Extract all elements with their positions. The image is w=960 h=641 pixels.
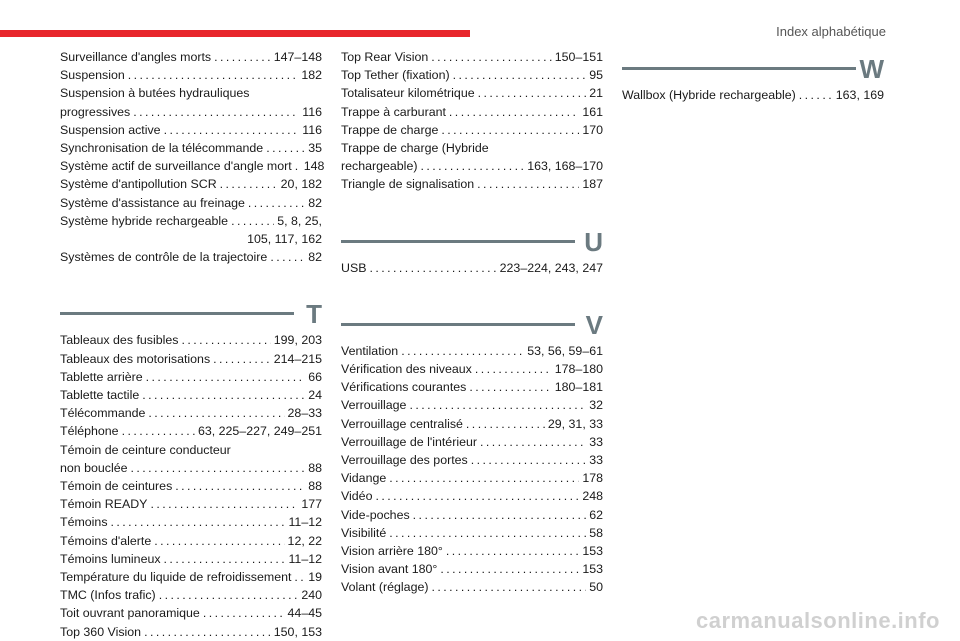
section-rule (60, 312, 294, 315)
entry-term: Verrouillage (341, 398, 407, 413)
entry-term: Vérifications courantes (341, 380, 467, 395)
index-entry (622, 86, 884, 104)
entry-line (60, 139, 322, 157)
dot-leader (431, 578, 586, 596)
entry-line (341, 378, 603, 396)
entry-line (60, 532, 322, 550)
index-entry (60, 48, 322, 66)
entry-term: non bouclée (60, 460, 128, 475)
dot-leader (401, 342, 524, 360)
entry-term: USB (341, 260, 367, 275)
entry-line (60, 568, 322, 586)
dot-leader (440, 560, 579, 578)
dot-leader (164, 121, 300, 139)
dot-leader (266, 139, 305, 157)
entry-term: Triangle de signalisation (341, 177, 475, 192)
dot-leader (150, 495, 298, 513)
entry-pages: 240 (301, 588, 322, 603)
entry-term: Tablette tactile (60, 388, 140, 403)
entry-term: Vision avant 180° (341, 562, 438, 577)
entry-pages: 178 (582, 471, 603, 486)
entry-line (341, 103, 603, 121)
watermark: carmanualsonline.info (696, 608, 940, 633)
entry-line (341, 84, 603, 102)
dot-leader (420, 157, 524, 175)
entry-term: Système hybride rechargeable (60, 213, 229, 228)
index-entry (60, 84, 322, 120)
dot-leader (475, 360, 552, 378)
index-entry (341, 175, 603, 193)
entry-line (341, 542, 603, 560)
index-entry (60, 368, 322, 386)
entry-line (60, 513, 322, 531)
entry-line (60, 331, 322, 349)
entry-term: Vision arrière 180° (341, 544, 443, 559)
entry-line (60, 175, 322, 193)
dot-leader (220, 175, 278, 193)
index-entry (341, 469, 603, 487)
dot-leader (389, 469, 579, 487)
entry-term: Vidange (341, 471, 387, 486)
index-entry (60, 404, 322, 422)
entry-term: Vérification des niveaux (341, 362, 472, 377)
entry-line (341, 175, 603, 193)
entry-term: Témoin READY (60, 497, 148, 512)
entry-term: Température du liquide de refroidissement (60, 570, 292, 585)
index-entry (60, 495, 322, 513)
dot-leader (449, 103, 579, 121)
entry-line (341, 157, 603, 175)
entry-term: Synchronisation de la télécommande (60, 141, 264, 156)
dot-leader (181, 331, 270, 349)
entry-pages: 153 (582, 562, 603, 577)
entry-term: Suspension à butées hydrauliques (60, 86, 250, 101)
index-entry (341, 560, 603, 578)
page-header-title: Index alphabétique (776, 24, 886, 39)
entry-line (60, 368, 322, 386)
entry-term: Système actif de surveillance d'angle mort (60, 159, 292, 174)
dot-leader (294, 568, 305, 586)
section-letter: U (584, 226, 603, 257)
dot-leader (154, 532, 284, 550)
index-entry (60, 386, 322, 404)
entry-pages: 50 (589, 580, 603, 595)
entry-line (60, 66, 322, 84)
entry-pages: 180–181 (554, 380, 603, 395)
entry-pages: 58 (589, 525, 603, 540)
dot-leader (441, 121, 579, 139)
index-entry (60, 121, 322, 139)
index-entry (60, 568, 322, 586)
entry-list (60, 48, 325, 266)
dot-leader (478, 84, 587, 102)
entry-pages: 62 (589, 507, 603, 522)
index-entry (341, 378, 603, 396)
entry-term: Volant (réglage) (341, 580, 429, 595)
entry-line (341, 524, 603, 542)
entry-term: Tableaux des motorisations (60, 351, 211, 366)
index-entry (60, 550, 322, 568)
section-rule (341, 240, 575, 243)
entry-line (622, 86, 884, 104)
dot-leader (133, 103, 299, 121)
dot-leader (799, 86, 833, 104)
entry-pages: 33 (589, 453, 603, 468)
entry-term: Témoins lumineux (60, 551, 161, 566)
entry-term: Top 360 Vision (60, 624, 142, 639)
entry-line (341, 342, 603, 360)
entry-line (341, 66, 603, 84)
entry-line (60, 495, 322, 513)
entry-pages: 44–45 (287, 606, 322, 621)
entry-line (60, 404, 322, 422)
entry-pages: 153 (582, 544, 603, 559)
entry-pages: 147–148 (273, 50, 322, 64)
entry-line (60, 441, 322, 459)
entry-term: Verrouillage des portes (341, 453, 468, 468)
entry-line (60, 103, 322, 121)
entry-line (341, 578, 603, 596)
entry-pages: 199, 203 (273, 333, 322, 348)
entry-pages: 88 (308, 479, 322, 494)
entry-pages: 28–33 (287, 406, 322, 421)
dot-leader (477, 175, 579, 193)
entry-line (341, 451, 603, 469)
entry-term: Trappe de charge (341, 122, 439, 137)
index-entry (60, 157, 325, 175)
index-column-1 (60, 48, 325, 641)
entry-term: Verrouillage centralisé (341, 416, 463, 431)
entry-term: Tableaux des fusibles (60, 333, 179, 348)
index-entry (60, 212, 322, 248)
index-entry (341, 342, 603, 360)
entry-line (60, 84, 322, 102)
entry-pages: 170 (582, 122, 603, 137)
dot-leader (175, 477, 305, 495)
entry-term: Visibilité (341, 525, 387, 540)
index-entry (60, 248, 322, 266)
entry-line (60, 459, 322, 477)
entry-pages: 187 (582, 177, 603, 192)
index-entry (341, 487, 603, 505)
entry-line (60, 422, 322, 440)
entry-line (341, 360, 603, 378)
entry-line (341, 433, 603, 451)
entry-list (341, 48, 603, 194)
entry-pages: 178–180 (554, 362, 603, 377)
entry-pages: 63, 225–227, 249–251 (197, 424, 322, 439)
entry-term: Témoins d'alerte (60, 533, 152, 548)
entry-term: Top Tether (fixation) (341, 68, 450, 83)
entry-line (341, 396, 603, 414)
dot-leader (142, 386, 305, 404)
section-heading-v (341, 304, 603, 338)
entry-line (60, 248, 322, 266)
entry-line (60, 623, 322, 641)
dot-leader (214, 48, 271, 66)
entry-term: Top Rear Vision (341, 50, 429, 64)
entry-line (60, 550, 322, 568)
dot-leader (144, 623, 271, 641)
dot-leader (128, 66, 299, 84)
entry-pages: 116 (302, 122, 322, 137)
entry-term: rechargeable) (341, 159, 418, 174)
index-entry (60, 194, 322, 212)
entry-term: Témoin de ceintures (60, 479, 173, 494)
entry-pages: 66 (308, 369, 322, 384)
entry-line (341, 560, 603, 578)
entry-line (60, 350, 322, 368)
entry-page-continuation: 105, 117, 162 (247, 232, 322, 247)
entry-pages: 33 (589, 434, 603, 449)
entry-pages: 20, 182 (280, 177, 322, 192)
entry-pages: 214–215 (273, 351, 322, 366)
entry-term: Trappe à carburant (341, 104, 446, 119)
entry-pages: 24 (308, 388, 322, 403)
entry-line (341, 259, 603, 277)
entry-pages: 19 (308, 570, 322, 585)
index-entry (60, 532, 322, 550)
section-letter: V (585, 309, 603, 340)
dot-leader (469, 378, 551, 396)
entry-term: Témoins (60, 515, 108, 530)
entry-pages: 11–12 (288, 551, 322, 566)
entry-line (60, 212, 322, 230)
entry-line (60, 48, 322, 66)
entry-pages: 82 (308, 195, 322, 210)
index-entry (341, 84, 603, 102)
section-rule (622, 67, 856, 70)
index-entry (341, 542, 603, 560)
section-letter: W (859, 54, 884, 84)
index-entry (341, 103, 603, 121)
entry-pages: 163, 169 (835, 88, 884, 102)
entry-term: Système d'assistance au freinage (60, 195, 245, 210)
entry-term: Trappe de charge (Hybride (341, 141, 489, 156)
index-entry (341, 415, 603, 433)
entry-list (622, 86, 884, 104)
index-entry (60, 66, 322, 84)
entry-term: Système d'antipollution SCR (60, 177, 217, 192)
index-entry (341, 451, 603, 469)
entry-term: TMC (Infos trafic) (60, 588, 156, 603)
entry-line (341, 469, 603, 487)
index-entry (341, 121, 603, 139)
dot-leader (122, 422, 195, 440)
entry-term: Toit ouvrant panoramique (60, 606, 200, 621)
dot-leader (413, 506, 587, 524)
entry-line (60, 386, 322, 404)
entry-pages: 29, 31, 33 (547, 416, 603, 431)
entry-term: progressives (60, 104, 131, 119)
dot-leader (164, 550, 286, 568)
index-entry (341, 139, 603, 175)
index-entry (341, 524, 603, 542)
entry-term: Vidéo (341, 489, 373, 504)
entry-pages: 182 (301, 68, 322, 83)
section-heading-w (622, 48, 884, 82)
dot-leader (480, 433, 586, 451)
dot-leader (248, 194, 305, 212)
index-entry (341, 48, 603, 66)
index-entry (341, 396, 603, 414)
entry-line (60, 586, 322, 604)
entry-pages: 53, 56, 59–61 (527, 343, 603, 358)
index-entry (60, 350, 322, 368)
dot-leader (409, 396, 586, 414)
entry-term: Wallbox (Hybride rechargeable) (622, 88, 796, 102)
dot-leader (203, 604, 285, 622)
index-column-2 (341, 48, 603, 597)
entry-line (341, 139, 603, 157)
dot-leader (159, 586, 299, 604)
entry-term: Témoin de ceinture conducteur (60, 442, 231, 457)
dot-leader (213, 350, 271, 368)
entry-list (341, 259, 603, 277)
dot-leader (231, 212, 274, 230)
entry-pages: 148 (303, 159, 325, 174)
entry-term: Tablette arrière (60, 369, 143, 384)
entry-pages: 150–151 (554, 50, 603, 64)
index-entry (341, 578, 603, 596)
entry-line (60, 604, 322, 622)
dot-leader (146, 368, 306, 386)
entry-line (341, 48, 603, 66)
entry-pages: 88 (308, 460, 322, 475)
dot-leader (453, 66, 587, 84)
dot-leader (111, 513, 286, 531)
entry-line (341, 121, 603, 139)
entry-term: Systèmes de contrôle de la trajectoire (60, 250, 268, 265)
entry-line (60, 477, 322, 495)
dot-leader (148, 404, 284, 422)
index-entry (60, 422, 322, 440)
entry-pages: 150, 153 (273, 624, 322, 639)
entry-pages: 95 (589, 68, 603, 83)
dot-leader (446, 542, 579, 560)
entry-pages: 223–224, 243, 247 (499, 260, 603, 275)
dot-leader (471, 451, 586, 469)
section-rule (341, 323, 575, 326)
dot-leader (389, 524, 586, 542)
entry-pages: 21 (589, 86, 603, 101)
index-entry (60, 441, 322, 477)
section-heading-t (60, 293, 322, 330)
entry-line (341, 506, 603, 524)
index-entry (60, 604, 322, 622)
entry-pages: 35 (308, 141, 322, 156)
entry-pages: 177 (301, 497, 322, 512)
index-entry (60, 331, 322, 349)
dot-leader (270, 248, 305, 266)
entry-pages: 5, 8, 25, (277, 213, 322, 228)
index-entry (60, 586, 322, 604)
entry-line (60, 121, 322, 139)
dot-leader (375, 487, 579, 505)
index-entry (341, 360, 603, 378)
dot-leader (369, 259, 496, 277)
entry-pages: 11–12 (288, 515, 322, 530)
dot-leader (466, 415, 545, 433)
index-column-3 (622, 48, 884, 104)
entry-pages: 116 (302, 104, 322, 119)
entry-pages: 12, 22 (287, 533, 322, 548)
section-heading-u (341, 221, 603, 255)
entry-pages: 248 (582, 489, 603, 504)
index-entry (60, 477, 322, 495)
index-entry (341, 433, 603, 451)
entry-list (60, 331, 322, 640)
index-entry (60, 175, 322, 193)
entry-term: Totalisateur kilométrique (341, 86, 475, 101)
index-entry (60, 623, 322, 641)
entry-term: Ventilation (341, 343, 399, 358)
index-entry (60, 139, 322, 157)
entry-term: Vide-poches (341, 507, 410, 522)
dot-leader (131, 459, 306, 477)
entry-line (60, 194, 322, 212)
entry-pages: 82 (308, 250, 322, 265)
dot-leader (295, 157, 301, 175)
index-entry (341, 506, 603, 524)
entry-term: Suspension (60, 68, 125, 83)
entry-pages: 163, 168–170 (527, 159, 603, 174)
index-entry (60, 513, 322, 531)
entry-pages: 161 (582, 104, 603, 119)
entry-list (341, 342, 603, 597)
entry-line (341, 415, 603, 433)
index-entry (341, 259, 603, 277)
entry-term: Verrouillage de l'intérieur (341, 434, 477, 449)
entry-pages: 32 (589, 398, 603, 413)
index-entry (341, 66, 603, 84)
dot-leader (431, 48, 552, 66)
entry-line (60, 157, 325, 175)
entry-term: Téléphone (60, 424, 119, 439)
entry-term: Surveillance d'angles morts (60, 50, 212, 64)
top-accent-bar (0, 30, 470, 37)
entry-term: Suspension active (60, 122, 161, 137)
section-letter: T (306, 299, 322, 330)
entry-line (341, 487, 603, 505)
entry-term: Télécommande (60, 406, 146, 421)
